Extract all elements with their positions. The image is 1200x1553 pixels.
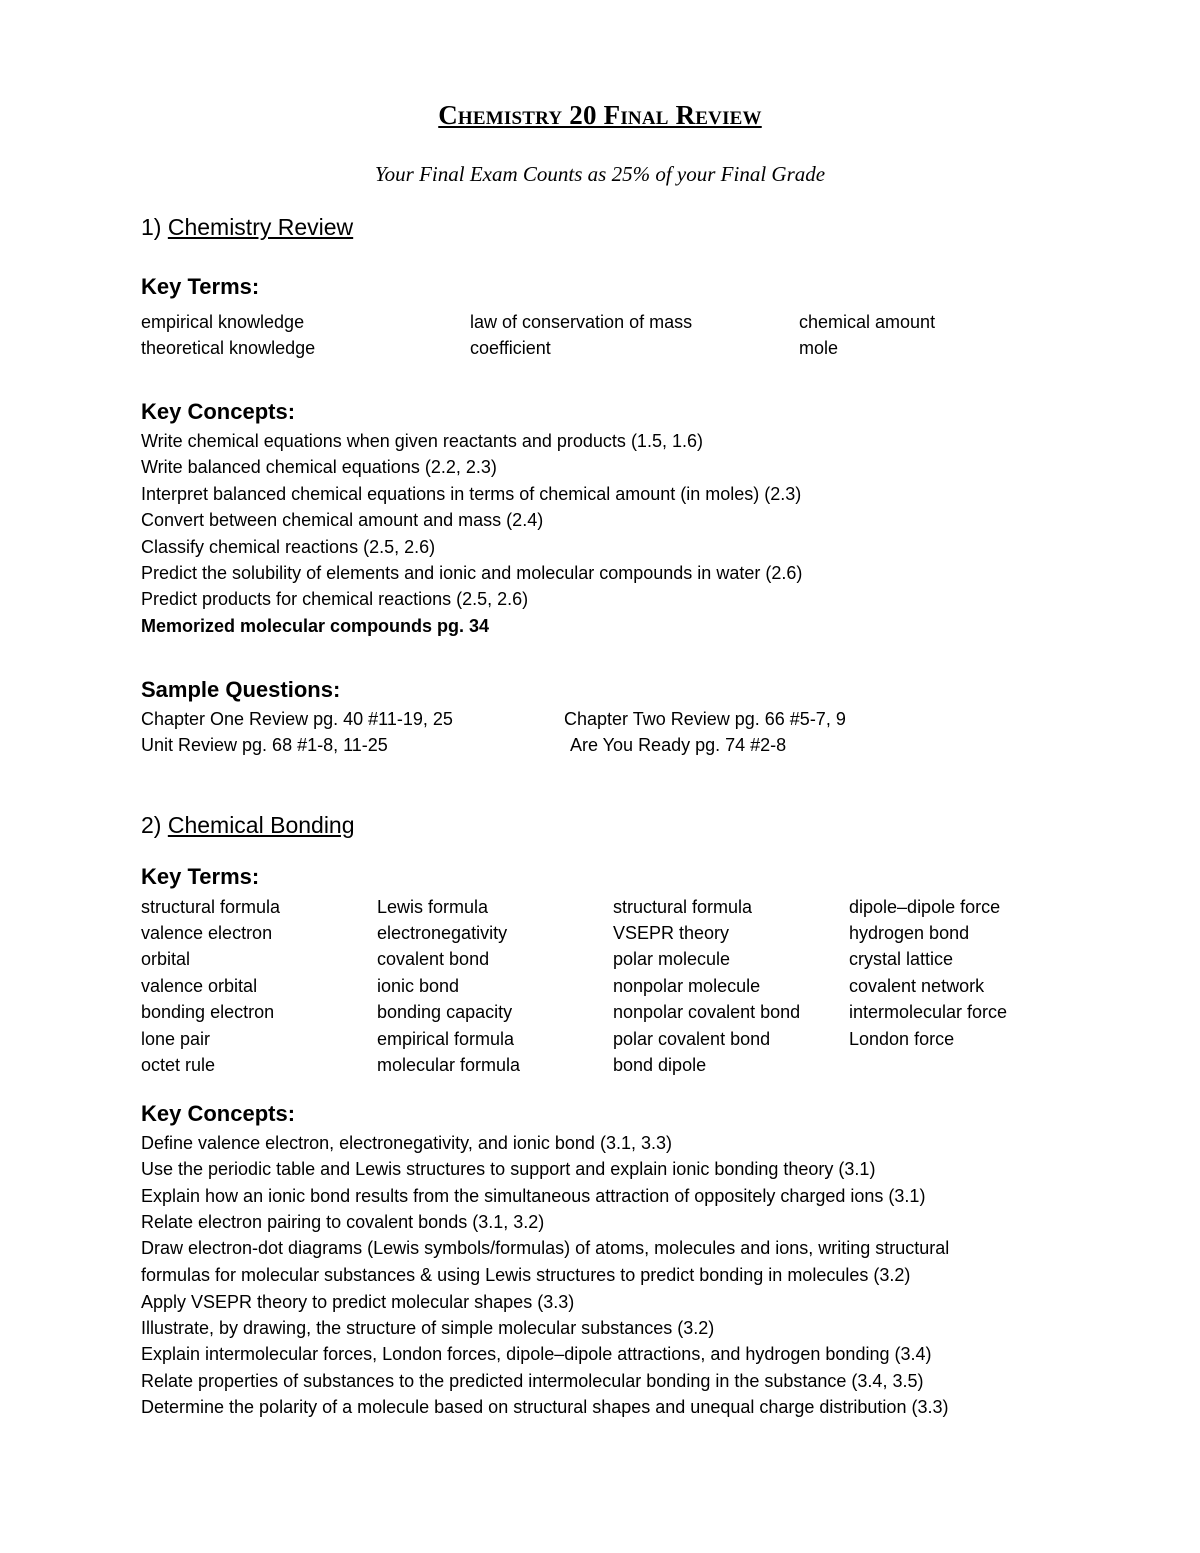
key-term: empirical knowledge (141, 312, 305, 332)
key-concept: Write chemical equations when given reactants and products (1.5, 1.6) (141, 431, 703, 451)
page-title: Chemistry 20 Final Review (438, 100, 762, 130)
key-concept: Illustrate, by drawing, the structure of simple molecular substances (3.2) (141, 1318, 715, 1338)
key-concept: Define valence electron, electronegativity, and ionic bond (3.1, 3.3) (141, 1133, 672, 1153)
key-concept: Convert between chemical amount and mass (2.4) (141, 510, 544, 530)
key-term: polar covalent bond (613, 1029, 771, 1049)
key-concept: Apply VSEPR theory to predict molecular shapes (3.3) (141, 1292, 575, 1312)
section-1-title: Chemistry Review (167, 214, 354, 240)
section-2-key-concepts-label: Key Concepts: (141, 1101, 296, 1126)
section-2-number: 2) (141, 812, 162, 838)
key-term: orbital (141, 949, 191, 969)
key-term: octet rule (141, 1055, 216, 1075)
key-term: valence electron (141, 923, 273, 943)
key-term: covalent bond (377, 949, 490, 969)
key-concept: Write balanced chemical equations (2.2, 2.3) (141, 457, 497, 477)
section-2-title: Chemical Bonding (167, 812, 355, 838)
section-1-key-concepts-label: Key Concepts: (141, 399, 296, 424)
key-term: hydrogen bond (849, 923, 970, 943)
key-term: bonding electron (141, 1002, 275, 1022)
key-term: dipole–dipole force (849, 897, 1001, 917)
key-concept: Classify chemical reactions (2.5, 2.6) (141, 537, 436, 557)
key-concept: Relate electron pairing to covalent bonds (3.1, 3.2) (141, 1212, 545, 1232)
key-concept: Interpret balanced chemical equations in terms of chemical amount (in moles) (2.3) (141, 484, 802, 504)
key-term: Lewis formula (377, 897, 489, 917)
sample-question: Chapter One Review pg. 40 #11-19, 25 (141, 709, 453, 729)
key-term: empirical formula (377, 1029, 515, 1049)
key-term: molecular formula (377, 1055, 521, 1075)
section-1-sample-questions-label: Sample Questions: (141, 677, 341, 702)
section-2-heading (141, 812, 355, 839)
key-concept: Predict the solubility of elements and ionic and molecular compounds in water (2.6) (141, 563, 803, 583)
key-concept: Use the periodic table and Lewis structures to support and explain ionic bonding theory (3.1) (141, 1159, 876, 1179)
key-concept: formulas for molecular substances & using Lewis structures to predict bonding in molecules (3.2) (141, 1265, 911, 1285)
key-term: nonpolar covalent bond (613, 1002, 801, 1022)
key-term: structural formula (613, 897, 753, 917)
key-term: crystal lattice (849, 949, 954, 969)
key-concept: Draw electron-dot diagrams (Lewis symbols/formulas) of atoms, molecules and ions, writing structural (141, 1238, 950, 1258)
key-concept: Predict products for chemical reactions (2.5, 2.6) (141, 589, 529, 609)
key-term: London force (849, 1029, 955, 1049)
key-concept: Explain intermolecular forces, London forces, dipole–dipole attractions, and hydrogen bonding (3.4) (141, 1344, 932, 1364)
section-1-number: 1) (141, 214, 162, 240)
sample-question: Unit Review pg. 68 #1-8, 11-25 (141, 735, 388, 755)
key-term: coefficient (470, 338, 551, 358)
key-concept: Relate properties of substances to the predicted intermolecular bonding in the substance (3.4, 3.5) (141, 1371, 924, 1391)
key-term: VSEPR theory (613, 923, 730, 943)
key-term: law of conservation of mass (470, 312, 693, 332)
key-term: valence orbital (141, 976, 258, 996)
key-term: chemical amount (799, 312, 936, 332)
key-term: mole (799, 338, 839, 358)
key-term: covalent network (849, 976, 985, 996)
sample-question: Are You Ready pg. 74 #2-8 (570, 735, 787, 755)
key-term: bond dipole (613, 1055, 707, 1075)
section-1-heading (141, 214, 353, 241)
sample-question: Chapter Two Review pg. 66 #5-7, 9 (564, 709, 846, 729)
key-term: intermolecular force (849, 1002, 1008, 1022)
key-concept-emphasis: Memorized molecular compounds pg. 34 (141, 616, 490, 636)
key-term: polar molecule (613, 949, 731, 969)
key-term: lone pair (141, 1029, 211, 1049)
key-term: bonding capacity (377, 1002, 513, 1022)
section-2-key-terms-label: Key Terms: (141, 864, 260, 889)
key-term: ionic bond (377, 976, 460, 996)
key-term: nonpolar molecule (613, 976, 761, 996)
key-term: theoretical knowledge (141, 338, 316, 358)
key-term: electronegativity (377, 923, 508, 943)
key-concept: Explain how an ionic bond results from the simultaneous attraction of oppositely charged ions (3.1) (141, 1186, 926, 1206)
section-1-key-terms-label: Key Terms: (141, 274, 260, 299)
page-subtitle: Your Final Exam Counts as 25% of your Final Grade (374, 162, 826, 186)
key-term: structural formula (141, 897, 281, 917)
key-concept: Determine the polarity of a molecule based on structural shapes and unequal charge distribution (3.3) (141, 1397, 949, 1417)
